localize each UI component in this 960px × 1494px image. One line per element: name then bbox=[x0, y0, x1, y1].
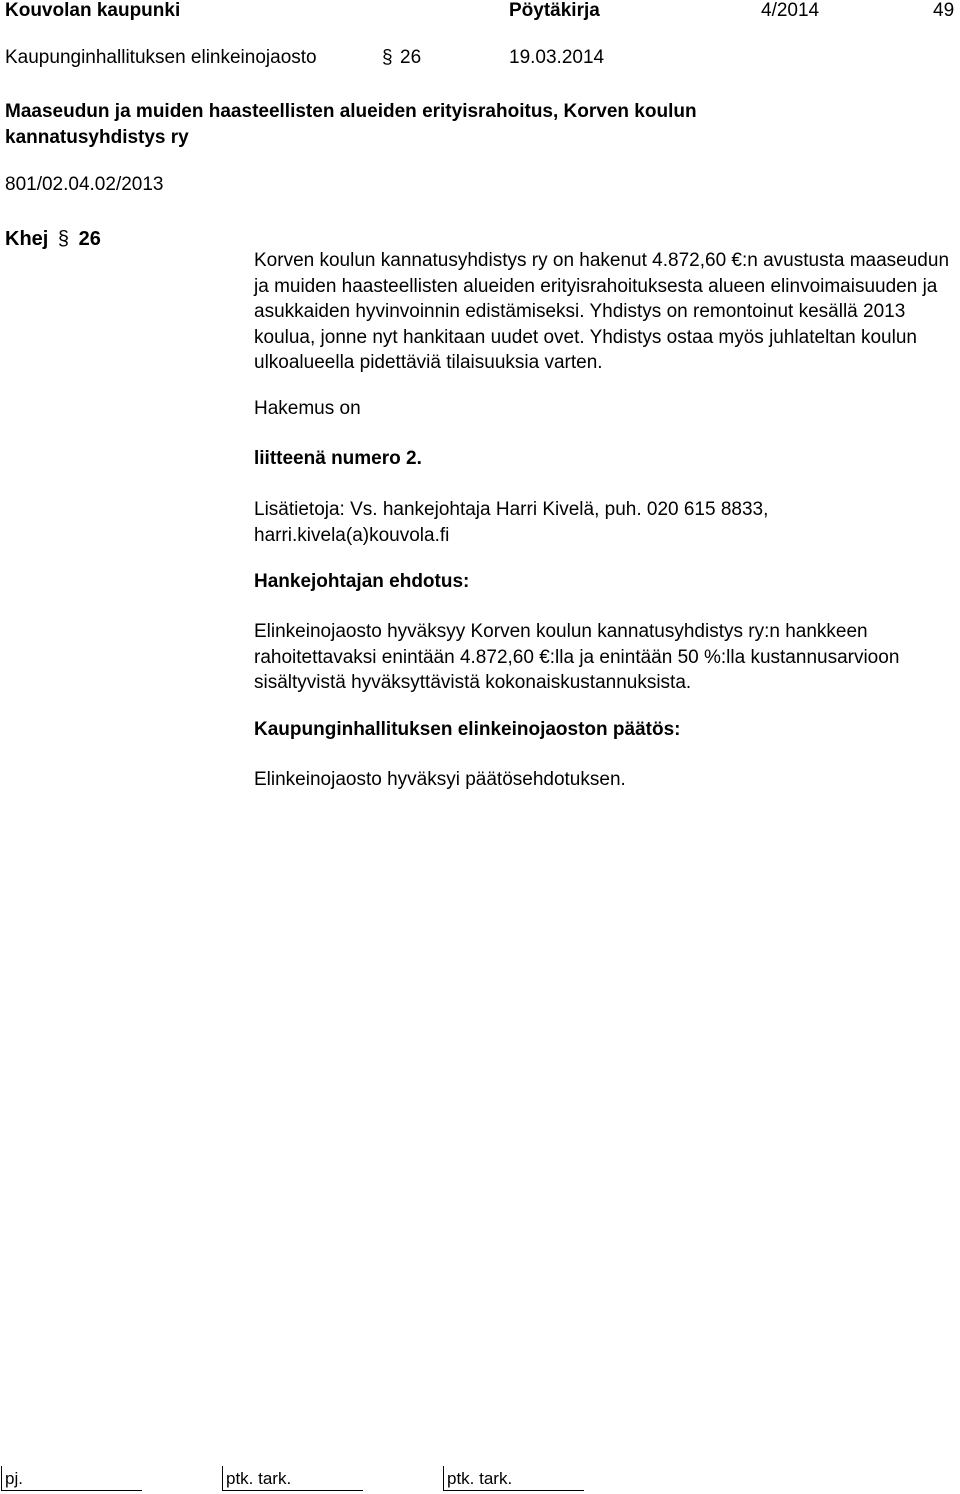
attachment-text: liitteenä numero 2. bbox=[254, 448, 422, 469]
khej-label: Khej bbox=[5, 228, 49, 250]
checker1-signature-label: ptk. tark. bbox=[226, 1469, 292, 1488]
proposal-heading: Hankejohtajan ehdotus: bbox=[254, 571, 470, 592]
body-name: Kaupunginhallituksen elinkeinojaosto bbox=[5, 47, 317, 68]
document-type: Pöytäkirja bbox=[509, 0, 600, 21]
application-text: Hakemus on bbox=[254, 398, 361, 419]
chair-signature-label: pj. bbox=[5, 1469, 23, 1488]
chair-signature-tick bbox=[1, 1466, 2, 1491]
checker1-signature-tick bbox=[222, 1466, 223, 1491]
checker2-signature-tick bbox=[443, 1466, 444, 1491]
khej-symbol: § bbox=[57, 228, 70, 250]
reference-number: 801/02.04.02/2013 bbox=[5, 174, 164, 195]
intro-paragraph: Korven koulun kannatusyhdistys ry on hakenut 4.872,60 €:n avustusta maaseudun ja muiden haasteellisten alueiden erityisrahoituksesta alueen elinvoimaisuuden ja asukkaiden hyvinvoinnin edistämiseksi. Yhdistys on remontoinut kesällä 2013 koulua, jonne nyt hankitaan uudet ovet. Yhdistys ostaa myös juhlateltan koulun ulkoalueella pidettäviä tilaisuuksia varten. bbox=[254, 250, 950, 373]
contact-info: Lisätietoja: Vs. hankejohtaja Harri Kivelä, puh. 020 615 8833, harri.kivela(a)kouvola.fi bbox=[254, 499, 769, 546]
chair-signature-line bbox=[1, 1490, 142, 1491]
item-title: Maaseudun ja muiden haasteellisten alueiden erityisrahoitus, Korven koulun kannatusyhdistys ry bbox=[5, 101, 697, 148]
checker1-signature-line bbox=[222, 1490, 363, 1491]
proposal-text: Elinkeinojaosto hyväksyy Korven koulun kannatusyhdistys ry:n hankkeen rahoitettavaksi enintään 4.872,60 €:lla ja enintään 50 %:lla kustannusarvioon sisältyvistä hyväksyttävistä kokonaiskustannuksista. bbox=[254, 621, 900, 693]
checker2-signature-label: ptk. tark. bbox=[447, 1469, 513, 1488]
document-number: 4/2014 bbox=[761, 0, 820, 21]
decision-text: Elinkeinojaosto hyväksyi päätösehdotuksen. bbox=[254, 769, 626, 790]
section-symbol: § bbox=[382, 47, 393, 68]
decision-heading: Kaupunginhallituksen elinkeinojaoston päätös: bbox=[254, 719, 681, 740]
checker2-signature-line bbox=[443, 1490, 584, 1491]
city-name: Kouvolan kaupunki bbox=[5, 0, 181, 21]
khej-number: 26 bbox=[78, 228, 101, 250]
meeting-date: 19.03.2014 bbox=[509, 47, 605, 68]
section-number: 26 bbox=[400, 47, 422, 68]
khej-section bbox=[5, 226, 101, 252]
page-number: 49 bbox=[933, 0, 955, 21]
